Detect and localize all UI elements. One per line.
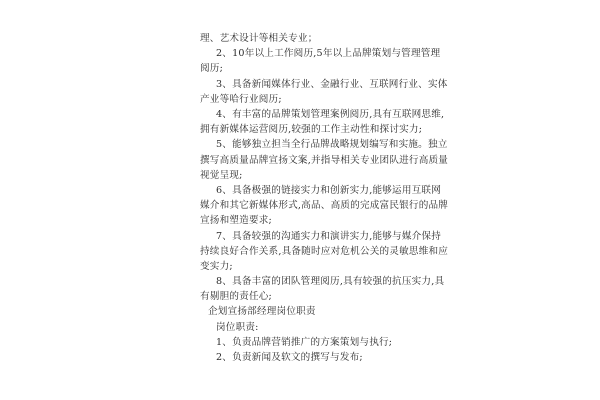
text-line: 视觉呈现; [200, 169, 243, 181]
text-line: 有剔胆的责任心; [200, 291, 272, 303]
section-heading: 企划宣扬部经理岗位职责 [208, 306, 316, 318]
text-line: 理、艺术设计等相关专业； [200, 33, 318, 44]
text-line: 产业等哈行业阅历; [200, 93, 282, 105]
text-line: 拥有新媒体运营阅历,较强的工作主动性和探讨实力; [200, 124, 423, 136]
subheading: 岗位职责: [216, 321, 259, 333]
text-line: 2、10年以上工作阅历,5年以上品牌策划与管理管理 [216, 48, 441, 60]
text-line: 撰写高质量品牌宣扬文案,并指导相关专业团队进行高质量 [200, 154, 449, 166]
text-line: 持续良好合作关系,具备随时应对危机公关的灵敏思维和应 [200, 245, 449, 257]
text-line: 4、有丰富的品牌策划管理案例阅历,具有互联网思维, [216, 109, 445, 120]
text-line: 媒介和其它新媒体形式,高品、高质的完成富民银行的品牌 [200, 200, 449, 212]
text-line: 1、负责品牌营销推广的方案策划与执行; [216, 336, 393, 348]
text-line: 变实力; [200, 260, 233, 272]
text-line: 宣扬和塑造要求; [200, 215, 272, 227]
text-line: 2、负责新闻及软文的撰写与发布; [216, 352, 363, 363]
text-line: 阅历; [200, 63, 224, 75]
text-line: 6、具备极强的链接实力和创新实力,能够运用互联网 [216, 184, 442, 196]
text-line: 7、具备较强的沟通实力和演讲实力,能够与媒介保持 [216, 230, 442, 242]
text-line: 5、能够独立担当全行品牌战略规划编写和实施。独立 [216, 139, 448, 151]
text-line: 8、具备丰富的团队管理阅历,具有较强的抗压实力,具 [216, 276, 445, 287]
text-line: 3、具备新闻媒体行业、金融行业、互联网行业、实体 [216, 78, 448, 90]
